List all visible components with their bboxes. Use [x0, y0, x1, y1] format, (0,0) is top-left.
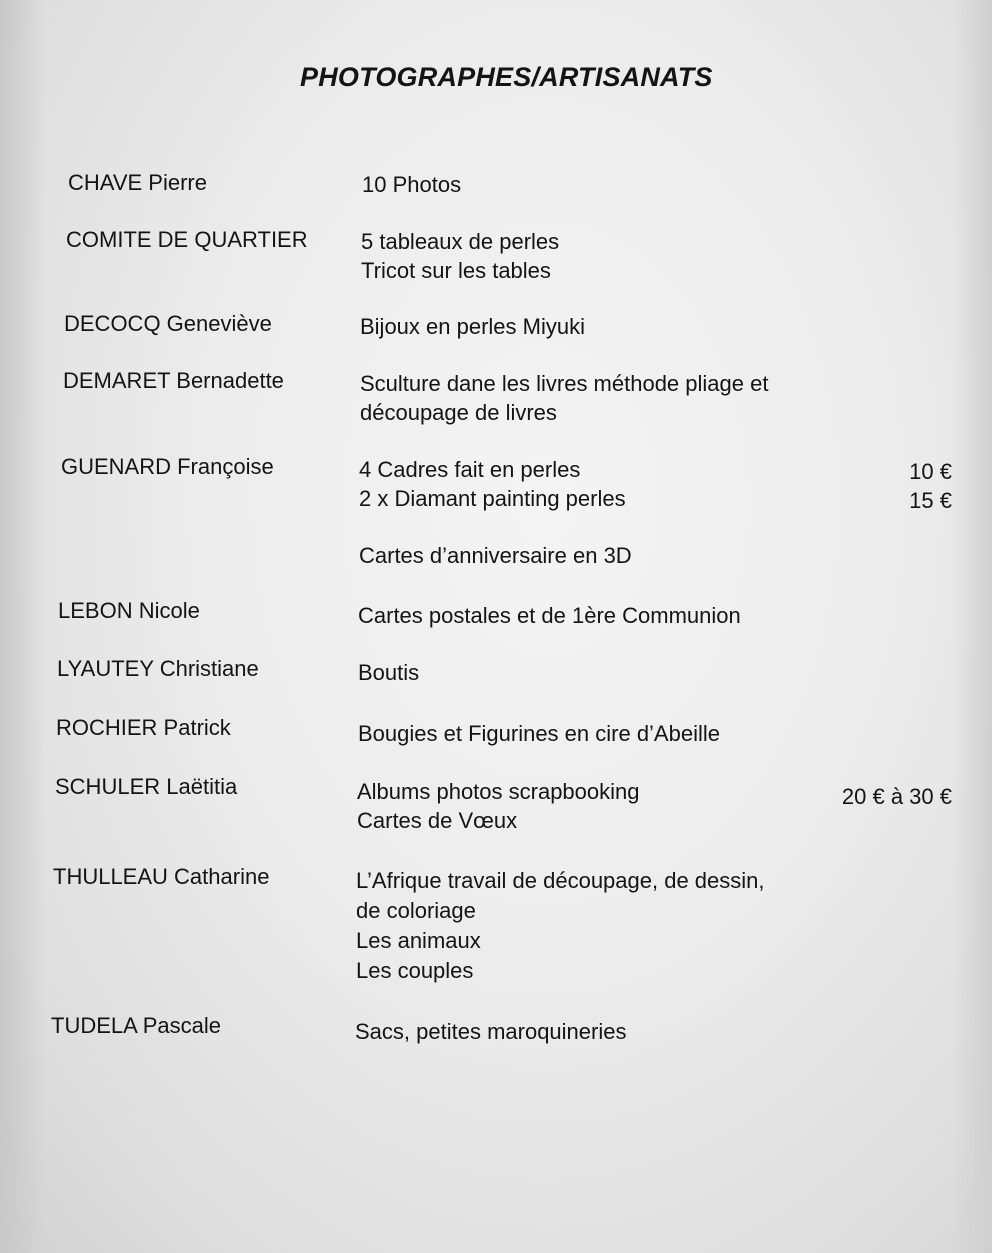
price: 20 € à 30 €	[841, 784, 952, 809]
exhibitor-items	[356, 866, 765, 986]
exhibitor-items	[359, 455, 626, 513]
item-line: de coloriage	[356, 898, 476, 923]
item-line: Cartes d’anniversaire en 3D	[359, 543, 632, 568]
exhibitor-items	[358, 719, 720, 748]
exhibitor-name: GUENARD Françoise	[61, 454, 274, 479]
exhibitor-items	[358, 601, 741, 630]
item-line: Les couples	[356, 958, 474, 983]
item-line: Boutis	[358, 660, 420, 685]
item-line: Bijoux en perles Miyuki	[360, 314, 585, 339]
exhibitor-items	[359, 541, 632, 570]
exhibitor-name: DEMARET Bernadette	[63, 368, 284, 393]
item-line: Sculture dane les livres méthode pliage et	[360, 371, 769, 396]
item-line: découpage de livres	[360, 400, 557, 425]
item-line: Cartes de Vœux	[357, 808, 518, 833]
exhibitor-items	[360, 312, 585, 341]
exhibitor-items	[360, 369, 768, 427]
paper-shadow-left	[0, 0, 46, 1253]
item-line: Bougies et Figurines en cire d’Abeille	[358, 721, 720, 746]
item-line: Cartes postales et de 1ère Communion	[358, 603, 741, 628]
paper-shadow-right	[952, 0, 992, 1253]
exhibitor-items	[358, 658, 419, 687]
exhibitor-name: CHAVE Pierre	[68, 170, 207, 195]
price: 10 €	[909, 459, 952, 484]
price-column	[909, 457, 952, 515]
exhibitor-items	[361, 227, 559, 285]
exhibitor-name: SCHULER Laëtitia	[55, 774, 238, 799]
price: 15 €	[909, 488, 952, 513]
item-line: Albums photos scrapbooking	[357, 779, 640, 804]
exhibitor-name: COMITE DE QUARTIER	[66, 227, 308, 252]
item-line: 5 tableaux de perles	[361, 229, 560, 254]
exhibitor-items	[355, 1017, 626, 1046]
item-line: 2 x Diamant painting perles	[359, 486, 626, 511]
item-line: Sacs, petites maroquineries	[355, 1019, 627, 1044]
item-line: Tricot sur les tables	[361, 258, 551, 283]
item-line: 10 Photos	[362, 172, 462, 197]
exhibitor-items	[357, 777, 640, 835]
item-line: 4 Cadres fait en perles	[359, 457, 581, 482]
page-title: PHOTOGRAPHES/ARTISANATS	[300, 62, 713, 92]
exhibitor-name: LYAUTEY Christiane	[57, 656, 259, 681]
exhibitor-name: DECOCQ Geneviève	[64, 311, 272, 336]
exhibitor-name: THULLEAU Catharine	[53, 864, 270, 889]
item-line: L’Afrique travail de découpage, de dessin,	[356, 868, 765, 893]
price-column	[842, 782, 952, 811]
exhibitor-items	[362, 170, 461, 199]
item-line: Les animaux	[356, 928, 481, 953]
exhibitor-name: LEBON Nicole	[58, 598, 200, 623]
exhibitor-name: ROCHIER Patrick	[56, 715, 231, 740]
exhibitor-name: TUDELA Pascale	[51, 1013, 221, 1038]
